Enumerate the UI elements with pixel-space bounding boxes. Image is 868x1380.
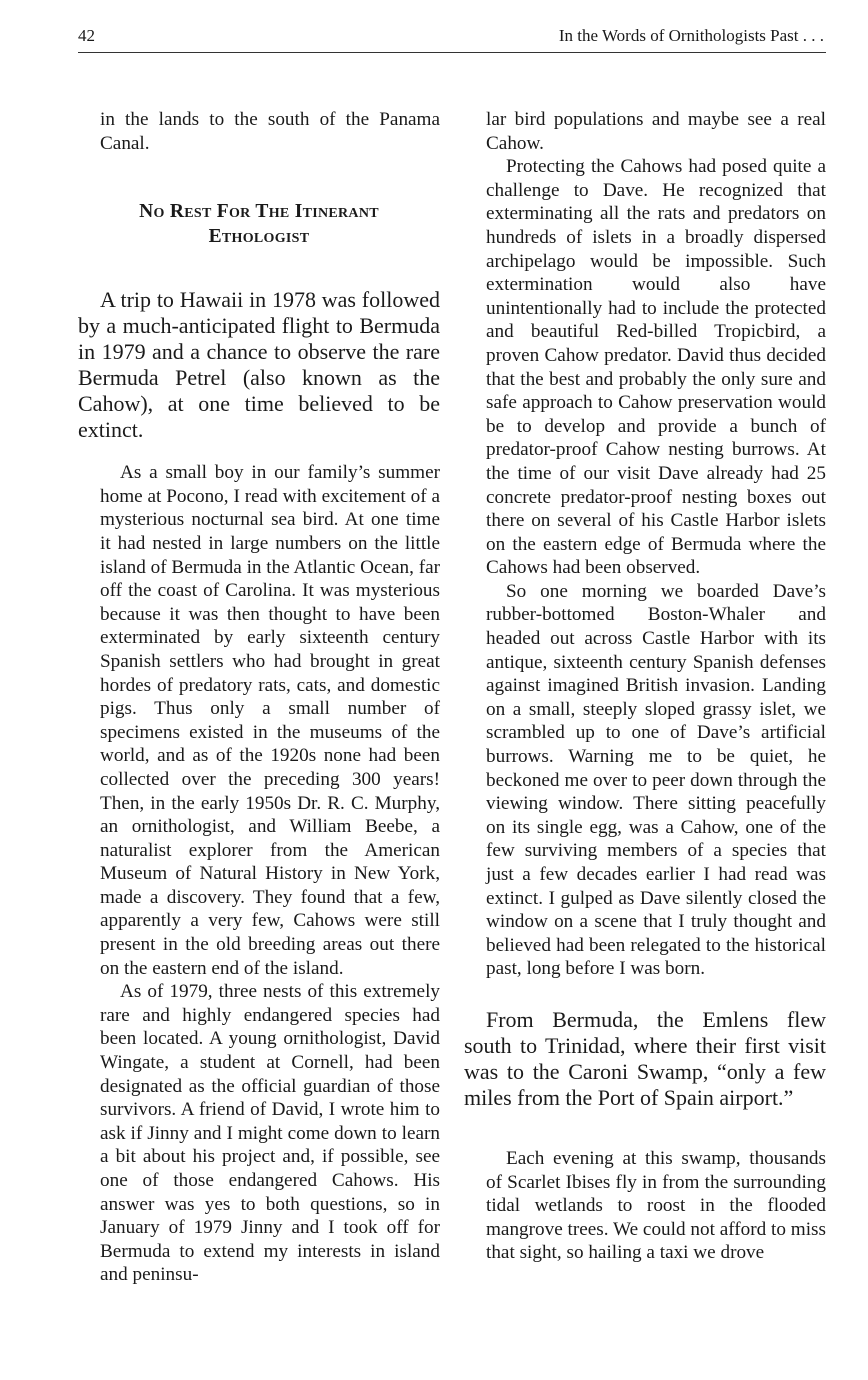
narrative-paragraph: From Bermuda, the Emlens flew south to Trinidad, where their first visit was to the Caroni Swamp, “only a few miles from the Port of Spain airport.”: [464, 1006, 826, 1110]
page-number: 42: [78, 26, 95, 45]
left-column: [78, 108, 440, 1287]
right-column: [464, 108, 826, 1265]
quote-paragraph: Protecting the Cahows had posed quite a challenge to Dave. He recognized that exterminating all the rats and predators on hundreds of islets in a broadly dispersed archipelago would be impossible. Such extermination would also have unintentionally had to include the protected and beautiful Red-billed Tropicbird, a proven Cahow predator. David thus decided that the best and probably the only sure and safe approach to Cahow preservation would be to develop and provide a bunch of predator-proof Cahow nesting burrows. At the time of our visit Dave already had 25 concrete predator-proof nesting boxes out there on several of his Castle Harbor islets on the eastern edge of Bermuda where the Cahows had been observed.: [486, 156, 826, 579]
quote-paragraph: As a small boy in our family’s summer home at Pocono, I read with excitement of a mysterious nocturnal sea bird. At one time it had nested in large numbers on the little island of Bermuda in the Atlantic Ocean, far off the coast of Carolina. It was mysterious because it was then thought to have been exterminated by early sixteenth century Spanish settlers who had brought in great hordes of predatory rats, cats, and domestic pigs. Thus only a small number of specimens existed in the museums of the world, and as of the 1920s none had been collected over the preceding 300 years! Then, in the early 1950s Dr. R. C. Murphy, an ornithologist, and William Beebe, a naturalist explorer from the American Museum of Natural History in New York, made a discovery. They found that a few, apparently a very few, Cahows were still present in the old breeding areas out there on the eastern end of the island.: [100, 462, 440, 979]
quote-paragraph: As of 1979, three nests of this extremely rare and highly endangered species had been located. A young ornithologist, David Wingate, a student at Cornell, had been designated as the official guardian of those survivors. A friend of David, I wrote him to ask if Jinny and I might come down to learn a bit about his project and, if possible, see one of those endangered Cahows. His answer was yes to both questions, so in January of 1979 Jinny and I took off for Bermuda to extend my interests in island and peninsu-: [100, 981, 440, 1286]
section-heading: No Rest For The Itinerant Ethologist: [139, 201, 379, 248]
narrative-paragraph: A trip to Hawaii in 1978 was followed by a much-anticipated flight to Bermuda in 1979 and a chance to observe the rare Bermuda Petrel (also known as the Cahow), at one time believed to be extinct.: [78, 287, 440, 443]
page-header: [78, 26, 826, 53]
running-head: In the Words of Ornithologists Past . . .: [558, 26, 824, 45]
quote-paragraph: Each evening at this swamp, thousands of Scarlet Ibises fly in from the surrounding tidal wetlands to roost in the flooded mangrove trees. We could not afford to miss that sight, so hailing a taxi we drove: [486, 1147, 826, 1264]
continuation-paragraph: in the lands to the south of the Panama Canal.: [100, 109, 440, 154]
quote-paragraph: So one morning we boarded Dave’s rubber-bottomed Boston-Whaler and headed out across Castle Harbor with its antique, sixteenth century Spanish defenses against imagined British invasion. Landing on a small, steeply sloped grassy islet, we scrambled up to one of Dave’s artificial burrows. Warning me to be quiet, he beckoned me over to peer down through the viewing window. There sitting peacefully on its single egg, was a Cahow, one of the few surviving members of a species that just a few decades earlier I had read was extinct. I gulped as Dave silently closed the window on a scene that I truly thought and believed had been relegated to the historical past, long before I was born.: [486, 580, 826, 980]
quote-continuation: lar bird populations and maybe see a real Cahow.: [486, 109, 826, 154]
